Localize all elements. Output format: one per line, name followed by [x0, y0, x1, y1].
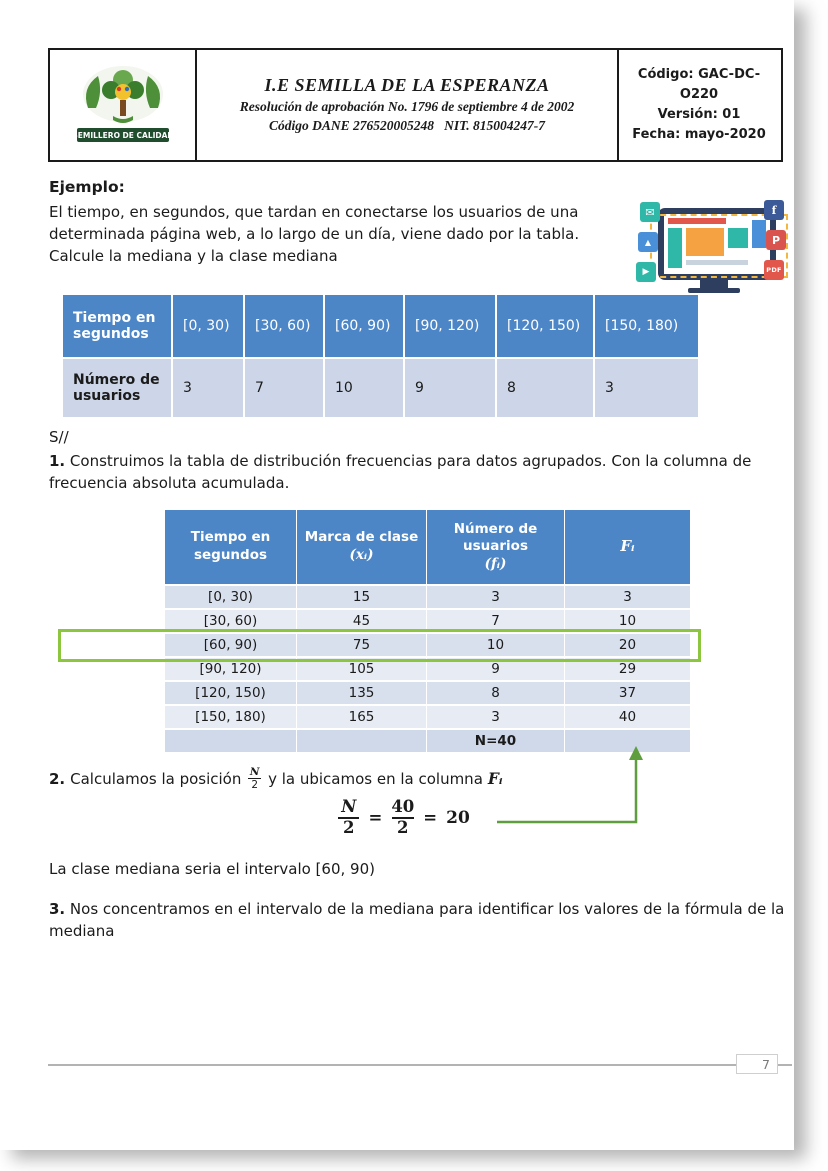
interval-cell: [120, 150): [497, 295, 595, 357]
step2-before: Calculamos la posición: [70, 769, 242, 788]
table-row: [63, 359, 698, 417]
table-cell: 10: [427, 634, 565, 658]
median-position-formula: [338, 798, 470, 838]
example-heading: Ejemplo:: [49, 178, 125, 196]
table-row: [165, 586, 690, 610]
step1-number: 1.: [49, 452, 66, 470]
resolution-line: Resolución de aprobación No. 1796 de septiembre 4 de 2002: [239, 99, 575, 115]
table-row: [165, 682, 690, 706]
header-cell: Número de usuarios (fᵢ): [427, 510, 565, 586]
interval-cell: [90, 120): [405, 295, 497, 357]
email-icon: ✉: [640, 202, 660, 222]
facebook-icon: f: [764, 200, 784, 220]
step2-after: y la ubicamos en la columna: [268, 769, 483, 788]
step3-number: 3.: [49, 900, 66, 918]
example-paragraph: El tiempo, en segundos, que tardan en conectarse los usuarios de una determinada página web, a lo largo de un día, viene dado por la tabla. Calcule la mediana y la clase mediana: [49, 203, 580, 266]
inline-fraction: N 2: [249, 766, 260, 792]
table-cell: 7: [427, 610, 565, 634]
count-cell: 9: [405, 359, 497, 417]
median-class-line: La clase mediana seria el intervalo [60, 90): [49, 860, 375, 878]
count-cell: 8: [497, 359, 595, 417]
header-title-cell: [195, 50, 617, 160]
monitor-stand: [700, 280, 728, 288]
table-cell: 165: [297, 706, 427, 730]
school-logo: [63, 58, 183, 152]
header-box: [48, 48, 783, 162]
table-cell: 3: [427, 586, 565, 610]
count-cell: 10: [325, 359, 405, 417]
image-icon: ▲: [638, 232, 658, 252]
dane-line: Código DANE 276520005248 NIT. 815004247-7: [269, 117, 545, 133]
monitor-screen: [664, 214, 770, 274]
interval-cell: [30, 60): [245, 295, 325, 357]
table-row-median: [165, 634, 690, 658]
web-illustration: [630, 196, 792, 300]
count-cell: 3: [605, 380, 614, 396]
table-cell: [0, 30): [165, 586, 297, 610]
header-cell: Fᵢ: [565, 510, 690, 586]
formula-result: 20: [446, 807, 470, 828]
footer-rule: [48, 1064, 792, 1066]
count-cell: 7: [245, 359, 325, 417]
table-row: [63, 295, 698, 359]
step2-text: [49, 766, 503, 791]
table-cell: 20: [565, 634, 690, 658]
paypal-icon: P: [766, 230, 786, 250]
pdf-icon: PDF: [764, 260, 784, 280]
table-cell: [120, 150): [165, 682, 297, 706]
header-cell: Marca de clase (xᵢ): [297, 510, 427, 586]
fi-symbol: Fᵢ: [487, 769, 503, 789]
table-cell: [165, 730, 297, 754]
frequency-table: [165, 510, 690, 754]
table-cell: [60, 90): [165, 634, 297, 658]
table-cell: [30, 60): [165, 610, 297, 634]
logo-caption: SEMILLERO DE CALIDAD: [71, 131, 174, 140]
fraction-n-2: $\frac{N}{2}$: [338, 798, 359, 838]
interval-cell: [60, 90): [325, 295, 405, 357]
table1-row1-header: Tiempo en segundos: [63, 295, 173, 357]
institution-title: I.E SEMILLA DE LA ESPERANZA: [264, 75, 550, 96]
total-cell: N=40: [427, 730, 565, 754]
table-cell: [297, 730, 427, 754]
interval-cell: [150, 180): [595, 295, 698, 357]
header-meta-cell: [617, 50, 779, 160]
doc-code: Código: GAC-DC-O220: [637, 66, 761, 102]
table-cell: 9: [427, 658, 565, 682]
table-cell: 10: [565, 610, 690, 634]
interval-cell: [0, 30): [173, 295, 245, 357]
data-table: [63, 295, 698, 417]
table-cell: [150, 180): [165, 706, 297, 730]
video-icon: ▶: [636, 262, 656, 282]
step3-text: [49, 898, 799, 942]
table-cell: 8: [427, 682, 565, 706]
table-cell: 45: [297, 610, 427, 634]
step3-body: Nos concentramos en el intervalo de la mediana para identificar los valores de la fórmula de la mediana: [49, 900, 785, 941]
table-cell: [90, 120): [165, 658, 297, 682]
step1-body: Construimos la tabla de distribución frecuencias para datos agrupados. Con la columna de frecuencia absoluta acumulada.: [49, 452, 752, 493]
logo-cell: [50, 50, 195, 160]
table1-row2-header: Número de usuarios: [63, 359, 173, 417]
doc-date: Fecha: mayo-2020: [632, 127, 766, 143]
header-cell: Tiempo en segundos: [165, 510, 297, 586]
table-header-row: [165, 510, 690, 586]
page-number: 7: [736, 1054, 778, 1074]
table-cell: 29: [565, 658, 690, 682]
step1-text: [49, 450, 794, 494]
table-total-row: [165, 730, 690, 754]
equals-sign: =: [368, 808, 383, 828]
table-cell: 75: [297, 634, 427, 658]
table-cell: 135: [297, 682, 427, 706]
monitor-icon: [658, 208, 776, 280]
table-cell: [565, 730, 690, 754]
table-cell: 40: [565, 706, 690, 730]
solution-label: S//: [49, 428, 69, 446]
equals-sign: =: [423, 808, 438, 828]
step2-number: 2.: [49, 769, 66, 788]
doc-version: Versión: 01: [657, 107, 741, 122]
monitor-stand-base: [688, 288, 740, 293]
fraction-40-2: $\frac{40}{2}$: [391, 797, 415, 837]
table-cell: 37: [565, 682, 690, 706]
table-cell: 3: [427, 706, 565, 730]
count-cell: 3: [173, 359, 245, 417]
table-row: [165, 706, 690, 730]
table-cell: 3: [565, 586, 690, 610]
table-row: [165, 610, 690, 634]
table-cell: 15: [297, 586, 427, 610]
table-row: [165, 658, 690, 682]
table-cell: 105: [297, 658, 427, 682]
